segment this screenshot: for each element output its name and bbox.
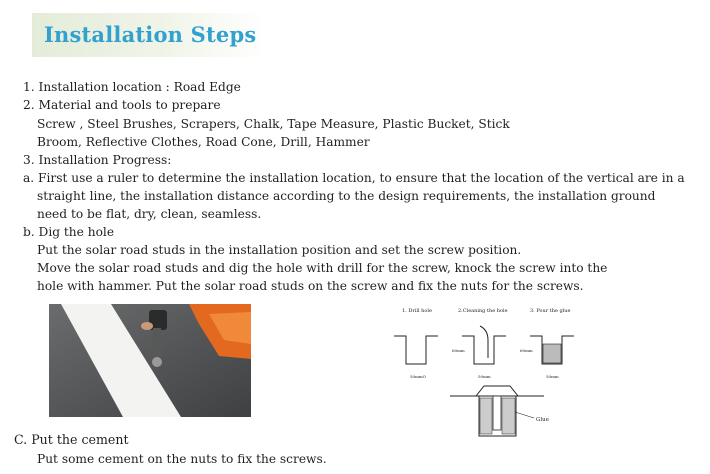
screw-shaft [493, 396, 501, 430]
glue-around-screw-right [502, 398, 515, 434]
glue-label: Glue [536, 417, 549, 423]
glue-fill [543, 344, 561, 363]
materials-list-2: Broom, Reflective Clothes, Road Cone, Drill, Hammer [37, 135, 370, 149]
installation-diagram [384, 300, 594, 445]
step-a-line-3: need to be flat, dry, clean, seamless. [37, 207, 262, 221]
materials-list-1: Screw , Steel Brushes, Scrapers, Chalk, Tape Measure, Plastic Bucket, Stick [37, 117, 510, 131]
road-stud-body [476, 386, 518, 396]
step-1-location: 1. Installation location : Road Edge [23, 80, 241, 94]
step-a-line-2: straight line, the installation distance according to the design requirements, the installation ground [37, 189, 656, 203]
drilling-photo [49, 304, 251, 417]
width-label-2: 50mm [478, 374, 491, 379]
step-b-line-1: Put the solar road studs in the installation position and set the screw position. [37, 243, 522, 257]
width-label-3: 50mm [546, 374, 559, 379]
step-b-line-3: hole with hammer. Put the solar road studs on the screw and fix the nuts for the screws. [37, 279, 584, 293]
step-c-heading: C. Put the cement [14, 432, 129, 447]
section-title: Installation Steps [44, 22, 257, 47]
glue-around-screw [480, 398, 492, 434]
glue-pointer [515, 412, 534, 418]
step-2-materials: 2. Material and tools to prepare [23, 98, 221, 112]
depth-label-2: 60mm [520, 348, 533, 353]
width-label-1: 50mmO [410, 374, 426, 379]
step-b-line-2: Move the solar road studs and dig the hole with drill for the screw, knock the screw into the [37, 261, 608, 275]
drill-hole-shape [394, 336, 438, 364]
cleaning-hole-shape [462, 336, 506, 364]
step-b-heading: b. Dig the hole [23, 225, 115, 239]
diagram-step-3-label: 3. Pour the glue [530, 308, 571, 314]
diagram-step-1-label: 1. Drill hole [402, 308, 432, 314]
section-banner [32, 13, 264, 57]
depth-label-1: 60mm [452, 348, 465, 353]
diagram-step-2-label: 2.Cleaning the hole [458, 308, 508, 314]
step-c-line-1: Put some cement on the nuts to fix the screws. [37, 452, 327, 466]
cleaning-tube [480, 326, 488, 358]
step-3-progress: 3. Installation Progress: [23, 153, 172, 167]
step-a-line-1: a. First use a ruler to determine the installation location, to ensure that the location of the vertical are in a [23, 171, 685, 185]
